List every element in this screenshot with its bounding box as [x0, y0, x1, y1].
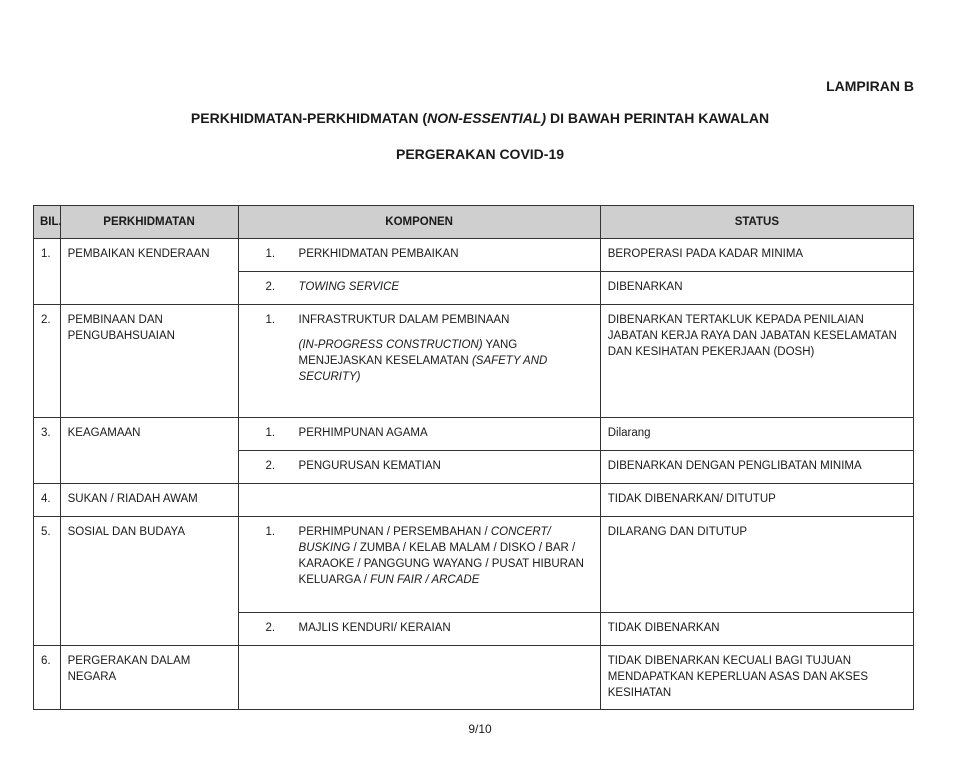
component-cell: [238, 239, 600, 272]
document-title-line2: PERGERAKAN COVID-19: [395, 146, 565, 162]
component-text: MAJLIS KENDURI/ KERAIAN: [298, 622, 451, 634]
row-number: 3.: [34, 418, 61, 484]
table-row: [34, 305, 914, 418]
item-number: 1.: [265, 314, 276, 326]
header-komponen: KOMPONEN: [238, 206, 600, 239]
row-number: 4.: [34, 484, 61, 517]
component-cell: [238, 517, 600, 613]
status-cell: TIDAK DIBENARKAN KECUALI BAGI TUJUAN MENDAPATKAN KEPERLUAN ASAS DAN AKSES KESIHATAN: [600, 646, 913, 710]
table-row: [34, 484, 914, 517]
component-text: INFRASTRUKTUR DALAM PEMBINAAN: [298, 314, 510, 326]
page-number: 9/10: [468, 722, 492, 736]
status-cell: Dilarang: [600, 418, 913, 451]
row-number: 1.: [34, 239, 61, 305]
component-text: PERKHIDMATAN PEMBAIKAN: [298, 248, 459, 260]
service-name: PERGERAKAN DALAM NEGARA: [60, 646, 238, 710]
row-number: 2.: [34, 305, 61, 418]
status-cell: DIBENARKAN TERTAKLUK KEPADA PENILAIAN JABATAN KERJA RAYA DAN JABATAN KESELAMATAN DAN KESIHATAN PEKERJAAN (DOSH): [600, 305, 913, 418]
component-cell: [238, 613, 600, 646]
component-cell: [238, 305, 600, 418]
component-note: (IN-PROGRESS CONSTRUCTION) YANG MENJEJASKAN KESELAMATAN (SAFETY AND SECURITY): [298, 339, 548, 383]
table-row: [34, 517, 914, 613]
table-row: [34, 239, 914, 272]
service-name: SUKAN / RIADAH AWAM: [60, 484, 238, 517]
component-cell: [238, 272, 600, 305]
table-header-row: [34, 206, 914, 239]
component-text: PERHIMPUNAN AGAMA: [298, 427, 428, 439]
item-number: 2.: [265, 460, 276, 472]
table-row: [34, 418, 914, 451]
component-cell: [238, 418, 600, 451]
item-number: 1.: [265, 248, 276, 260]
header-perkhidmatan: PERKHIDMATAN: [60, 206, 238, 239]
item-number: 1.: [265, 526, 276, 538]
row-number: 5.: [34, 517, 61, 646]
header-status: STATUS: [600, 206, 913, 239]
service-name: SOSIAL DAN BUDAYA: [60, 517, 238, 646]
header-bil: BIL.: [34, 206, 61, 239]
item-number: 2.: [265, 622, 276, 634]
component-text: TOWING SERVICE: [298, 281, 400, 293]
status-cell: DILARANG DAN DITUTUP: [600, 517, 913, 613]
service-name: PEMBAIKAN KENDERAAN: [60, 239, 238, 305]
annex-label: LAMPIRAN B: [826, 78, 914, 94]
service-name: KEAGAMAAN: [60, 418, 238, 484]
status-cell: DIBENARKAN: [600, 272, 913, 305]
status-cell: TIDAK DIBENARKAN/ DITUTUP: [600, 484, 913, 517]
table-row: [34, 646, 914, 710]
service-name: PEMBINAAN DAN PENGUBAHSUAIAN: [60, 305, 238, 418]
component-text: PERHIMPUNAN / PERSEMBAHAN / CONCERT/ BUSKING / ZUMBA / KELAB MALAM / DISKO / BAR / KARAOKE / PANGGUNG WAYANG / PUSAT HIBURAN KELUARGA / FUN FAIR / ARCADE: [298, 526, 584, 586]
document-title: PERKHIDMATAN-PERKHIDMATAN (NON-ESSENTIAL) DI BAWAH PERINTAH KAWALAN: [190, 110, 770, 126]
status-cell: DIBENARKAN DENGAN PENGLIBATAN MINIMA: [600, 451, 913, 484]
item-number: 1.: [265, 427, 276, 439]
component-cell: [238, 484, 600, 517]
component-cell: [238, 451, 600, 484]
status-cell: BEROPERASI PADA KADAR MINIMA: [600, 239, 913, 272]
item-number: 2.: [265, 281, 276, 293]
row-number: 6.: [34, 646, 61, 710]
status-cell: TIDAK DIBENARKAN: [600, 613, 913, 646]
component-cell: [238, 646, 600, 710]
services-table: [33, 205, 914, 710]
component-text: PENGURUSAN KEMATIAN: [298, 460, 441, 472]
